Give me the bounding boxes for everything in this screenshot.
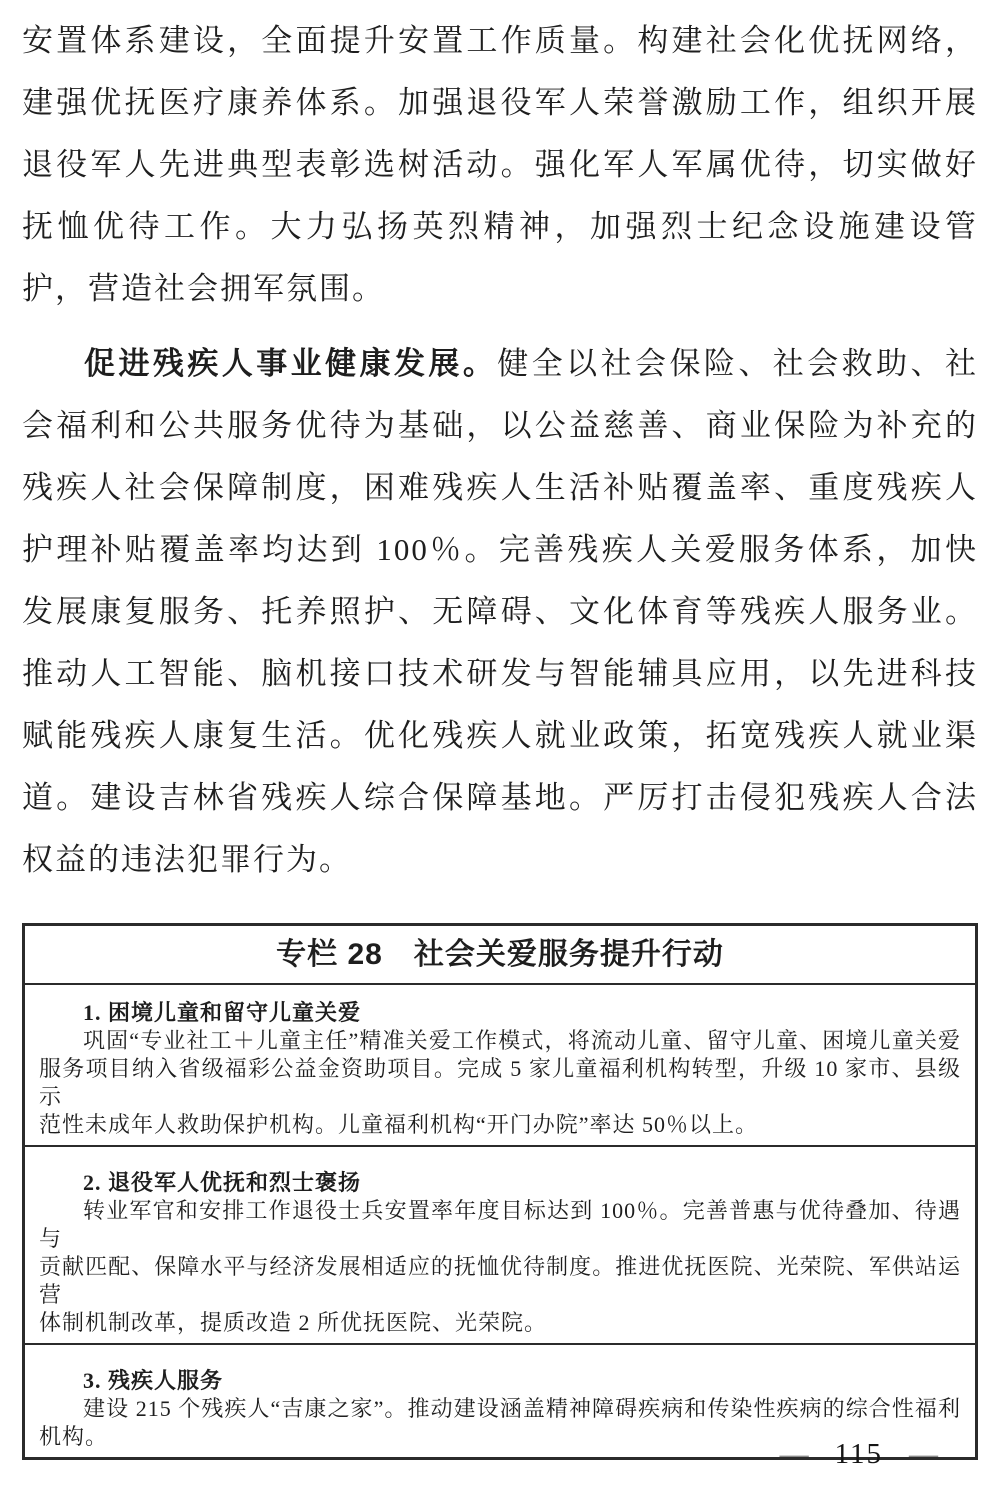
- paragraph-disabled-persons: [22, 333, 978, 891]
- panel-column-28: [22, 923, 978, 1460]
- text-line: 赋能残疾人康复生活。优化残疾人就业政策，拓宽残疾人就业渠: [22, 718, 978, 753]
- text-line: 发展康复服务、托养照护、无障碍、文化体育等残疾人服务业。: [22, 594, 978, 629]
- section-line: 巩固“专业社工＋儿童主任”精准关爱工作模式，将流动儿童、留守儿童、困境儿童关爱: [83, 1028, 961, 1053]
- text-line: 安置体系建设，全面提升安置工作质量。构建社会化优抚网络，: [22, 23, 978, 58]
- main-text: [22, 10, 978, 891]
- section-line: 范性未成年人救助保护机构。儿童福利机构“开门办院”率达 50％以上。: [39, 1112, 759, 1137]
- paragraph-veterans-continuation: [22, 10, 978, 320]
- text-line: 残疾人社会保障制度，困难残疾人生活补贴覆盖率、重度残疾人: [22, 470, 978, 505]
- text-line: 抚恤优待工作。大力弘扬英烈精神，加强烈士纪念设施建设管: [22, 209, 978, 244]
- section-heading: 1. 困境儿童和留守儿童关爱: [83, 1000, 362, 1025]
- panel-section-veterans-martyrs: [25, 1145, 975, 1343]
- paragraph-lead-rest: 健全以社会保险、社会救助、社: [497, 346, 978, 381]
- section-heading: 3. 残疾人服务: [83, 1368, 224, 1393]
- section-line: 服务项目纳入省级福彩公益金资助项目。完成 5 家儿童福利机构转型，升级 10 家市、县级示: [39, 1056, 961, 1109]
- section-line: 建设 215 个残疾人“吉康之家”。推动建设涵盖精神障碍疾病和传染性疾病的综合性福利: [83, 1396, 961, 1421]
- text-line: 会福利和公共服务优待为基础，以公益慈善、商业保险为补充的: [22, 408, 978, 443]
- text-line: [22, 333, 978, 395]
- section-heading: 2. 退役军人优抚和烈士褒扬: [83, 1170, 362, 1195]
- section-line: 贡献匹配、保障水平与经济发展相适应的抚恤优待制度。推进优抚医院、光荣院、军供站运营: [39, 1254, 961, 1307]
- section-line: 转业军官和安排工作退役士兵安置率年度目标达到 100％。完善普惠与优待叠加、待遇与: [39, 1198, 961, 1251]
- footer-dash-right: —: [909, 1438, 938, 1470]
- text-line: 建强优抚医疗康养体系。加强退役军人荣誉激励工作，组织开展: [22, 85, 978, 120]
- text-line: 权益的违法犯罪行为。: [22, 842, 352, 877]
- text-line: 道。建设吉林省残疾人综合保障基地。严厉打击侵犯残疾人合法: [22, 780, 978, 815]
- section-line: 体制机制改革，提质改造 2 所优抚医院、光荣院。: [39, 1310, 548, 1335]
- footer-dash-left: —: [779, 1438, 809, 1470]
- text-line: 退役军人先进典型表彰选树活动。强化军人军属优待，切实做好: [22, 147, 978, 182]
- panel-title: 专栏 28 社会关爱服务提升行动: [25, 926, 975, 985]
- paragraph-lead-bold: 促进残疾人事业健康发展。: [84, 346, 498, 381]
- panel-section-children-care: [25, 985, 975, 1145]
- section-line: 机构。: [39, 1424, 109, 1449]
- text-line: 推动人工智能、脑机接口技术研发与智能辅具应用，以先进科技: [22, 656, 978, 691]
- text-line: 护，营造社会拥军氛围。: [22, 271, 385, 306]
- footer-page-number: 115: [834, 1438, 883, 1470]
- page-footer: [780, 1438, 938, 1470]
- text-line: 护理补贴覆盖率均达到 100％。完善残疾人关爱服务体系，加快: [22, 532, 978, 567]
